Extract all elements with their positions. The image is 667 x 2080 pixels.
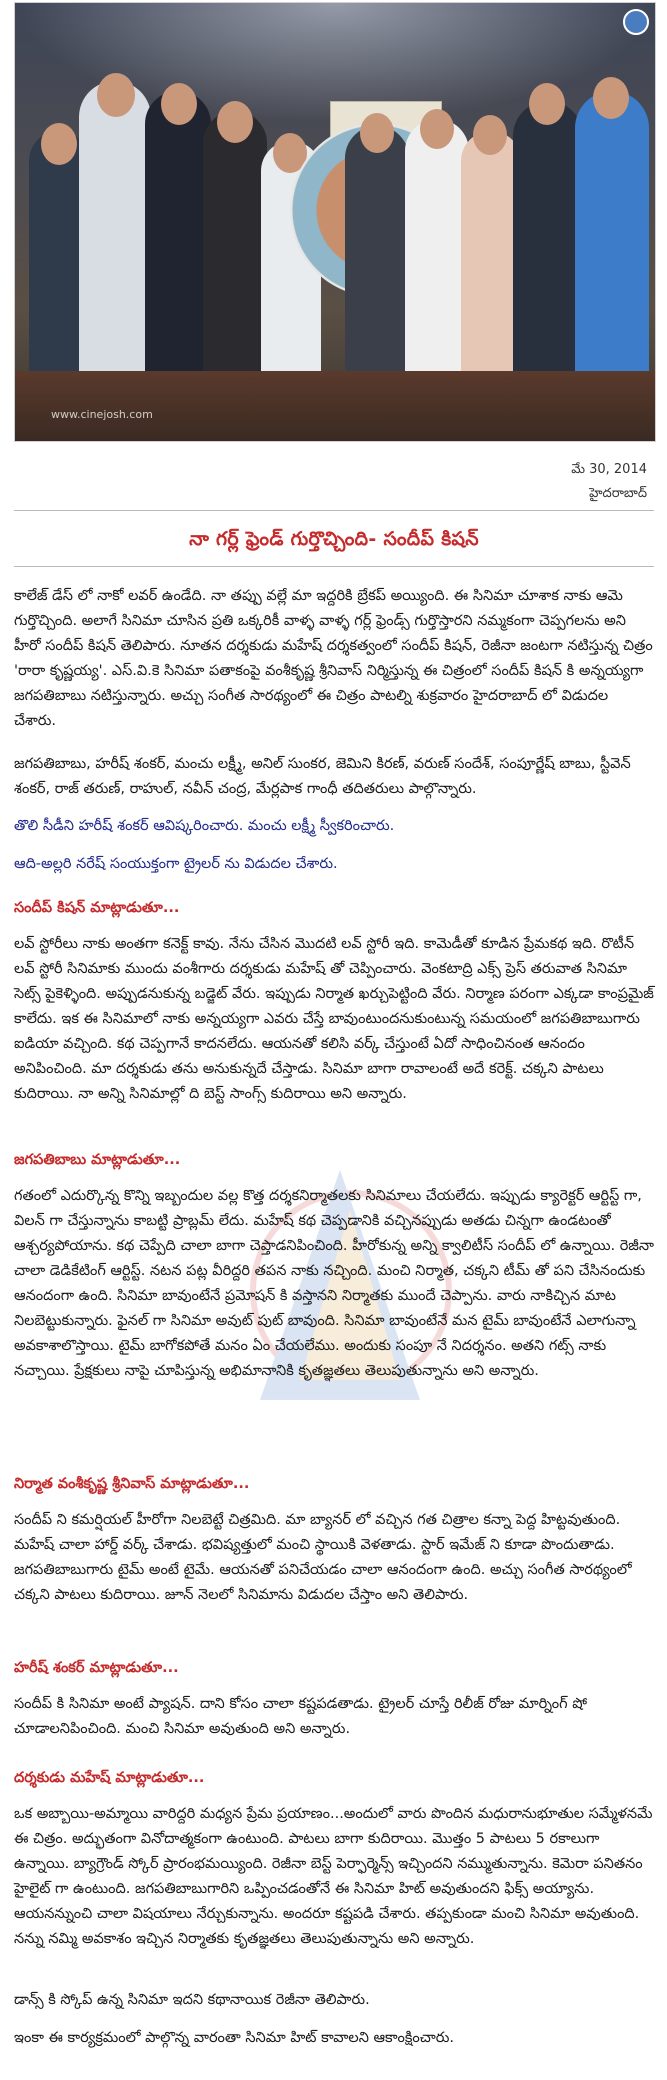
section-heading: హరీష్ శంకర్ మాట్లాడుతూ...	[14, 1660, 179, 1676]
closing-paragraph: డాన్స్ కి స్కోప్ ఉన్న సినిమా ఇదని కథానాయిక రెజీనా తెలిపారు.	[14, 1992, 370, 2008]
person-figure	[79, 81, 151, 381]
article-date: మే 30, 2014	[571, 462, 647, 477]
section-heading: జగపతిబాబు మాట్లాడుతూ...	[14, 1152, 181, 1168]
section-heading: దర్శకుడు మహేష్ మాట్లాడుతూ...	[14, 1770, 205, 1786]
section-text: లవ్ స్టోరీలు నాకు అంతగా కనెక్ట్ కావు. నేను చేసిన మొదటి లవ్ స్టోరీ ఇది. కామెడీతో కూడిన ప్రేమకథ ఇది. రొటీన్ లవ్ స్టోరీ సినిమాకు ముందు వంశీగారు దర్శకుడు మహేష్ తో చెప్పించారు. వెంకటాద్రి ఎక్స్ ప్రెస్ తరువాత సినిమా సెట్స్ పైకెళ్ళింది. అప్పుడనుకున్న బడ్జెట్ వేరు. ఇప్పుడు నిర్మాత ఖర్చుపెట్టింది వేరు. నిర్మాణ పరంగా ఎక్కడా కాంప్రమైజ్ కాలేదు. ఇక ఈ సినిమాలో నాకు అన్నయ్యగా ఎవరు చేస్తే బావుంటుందనుకుంటున్న సమయంలో జగపతిబాబుగారు ఐడియా వచ్చింది. కథ చెప్పగానే కాదనలేదు. ఆయనతో కలిసి వర్క్ చేస్తుంటే ఏదో సాధించినంత ఆనందం అనిపించింది. మా దర్శకుడు తను అనుకున్నదే చేస్తాడు. సినిమా బాగా రావాలంటే అదే కరెక్ట్. చక్కని పాటలు కుదిరాయి. నా అన్ని సినిమాల్లో ది బెస్ట్ సాంగ్స్ కుదిరాయి అని అన్నారు.	[14, 936, 654, 1102]
person-figure	[203, 111, 267, 381]
section-heading: నిర్మాత వంశీకృష్ణ శ్రీనివాస్ మాట్లాడుతూ...	[14, 1476, 250, 1492]
guests-paragraph: జగపతిబాబు, హరీష్ శంకర్, మంచు లక్ష్మీ, అనిల్ సుంకర, జెమిని కిరణ్, వరుణ్ సందేశ్, సంపూర్ణేష్ బాబు, స్టీవెన్ శంకర్, రాజ్ తరుణ్, రాహుల్, నవీన్ చంద్ర, మేర్లపాక గాంధీ తదితరులు పాల్గొన్నారు.	[14, 756, 631, 797]
section-text: సందీప్ కి సినిమా అంటే ప్యాషన్. దాని కోసం చాలా కష్టపడతాడు. ట్రైలర్ చూస్తే రిలీజ్ రోజు మార్నింగ్ షో చూడాలనిపించింది. మంచి సినిమా అవుతుంది అని అన్నారు.	[14, 1696, 587, 1737]
trailer-launch-paragraph: ఆది-అల్లరి నరేష్ సంయుక్తంగా ట్రైలర్ ను విడుదల చేశారు.	[14, 856, 338, 872]
intro-paragraph: కాలేజ్ డేస్ లో నాకో లవర్ ఉండేది. నా తప్పు వల్లే మా ఇద్దరికి బ్రేకప్ అయ్యింది. ఈ సినిమా చూశాక నాకు ఆమె గుర్తొచ్చింది. అలాగే సినిమా చూసిన ప్రతి ఒక్కరికీ వాళ్ళ వాళ్ళ గర్ల్ ఫ్రెండ్స్ గుర్తొస్తారని నమ్మకంగా చెప్పగలను అని హీరో సందీప్ కిషన్ తెలిపారు. నూతన దర్శకుడు మహేష్ దర్శకత్వంలో సందీప్ కిషన్, రెజీనా జంటగా నటిస్తున్న చిత్రం 'రారా కృష్ణయ్య'. ఎస్.వి.కె సినిమా పతాకంపై వంశీకృష్ణ శ్రీనివాస్ నిర్మిస్తున్న ఈ చిత్రంలో సందీప్ కిషన్ కి అన్నయ్యగా జగపతిబాబు నటిస్తున్నారు. అచ్చు సంగీత సారథ్యంలో ఈ చిత్రం పాటల్ని శుక్రవారం హైదరాబాద్ లో విడుదల చేశారు.	[14, 588, 653, 729]
section-heading: సందీప్ కిషన్ మాట్లాడుతూ...	[14, 900, 180, 916]
person-figure	[345, 126, 409, 381]
article-headline: నా గర్ల్ ఫ్రెండ్ గుర్తొచ్చింది- సందీప్ కిషన్	[189, 528, 479, 550]
section-text: గతంలో ఎదుర్కొన్న కొన్ని ఇబ్బందుల వల్ల కొత్త దర్శకనిర్మాతలకు సినిమాలు చేయలేదు. ఇప్పుడు క్యారెక్టర్ ఆర్టిస్ట్ గా, విలన్ గా చేస్తున్నాను కాబట్టి ప్రాబ్లమ్ లేదు. మహేష్ కథ చెప్పడానికి వచ్చినప్పుడు అతడు చిన్నగా ఉండటంతో ఆశ్చర్యపోయాను. కథ చెప్పేది చాలా బాగా చెప్తాడనిపించింది. హీరోకున్న అన్ని క్వాలిటీస్ సందీప్ లో ఉన్నాయి. రెజీనా చాలా డెడికేటింగ్ ఆర్టిస్ట్. నటన పట్ల వీరిద్దరి తపన నాకు నచ్చింది. మంచి నిర్మాత, చక్కని టీమ్ తో పని చేసినందుకు ఆనందంగా ఉంది. సినిమా బావుంటేనే ప్రమోషన్ కి వస్తానని నిర్మాతకు ముందే చెప్పాను. వారు నాకిచ్చిన మాట నిలబెట్టుకున్నారు. ఫైనల్ గా సినిమా అవుట్ పుట్ బావుంది. సినిమా బావుంటేనే మన టైమ్ బావుంటేనే ఎలాగున్నా అవకాశాలొస్తాయి. టైమ్ బాగోకపోతే మనం ఏం చేయలేము. అందుకు సంపూ నే నిదర్శనం. అతని గట్స్ నాకు నచ్చాయి. ప్రేక్షకులు నాపై చూపిస్తున్న అభిమానానికి కృతజ్ఞతలు తెలుపుతున్నాను అని అన్నారు.	[14, 1188, 654, 1379]
person-figure	[575, 91, 649, 381]
divider	[14, 510, 654, 511]
divider	[14, 566, 654, 567]
photo-watermark: www.cinejosh.com	[51, 408, 153, 421]
section-text: ఒక అబ్బాయి-అమ్మాయి వారిద్దరి మధ్యన ప్రేమ ప్రయాణం...అందులో వారు పొందిన మధురానుభూతుల సమ్మేళనమే ఈ చిత్రం. అద్భుతంగా వినోదాత్మకంగా ఉంటుంది. పాటలు బాగా కుదిరాయి. మొత్తం 5 పాటలు 5 రకాలుగా ఉన్నాయి. బ్యాగ్రౌండ్ స్కోర్ ప్రారంభమయ్యింది. రెజీనా బెస్ట్ పెర్ఫార్మెన్స్ ఇచ్చిందని నమ్ముతున్నాను. కెమెరా పనితనం హైలైట్ గా ఉంటుంది. జగపతిబాబుగారిని ఒప్పించడంతోనే ఈ సినిమా హిట్ అవుతుందని ఫిక్స్ అయ్యాను. ఆయనన్నుంచి చాలా విషయాలు నేర్చుకున్నాను. అందరూ కష్టపడి చేశారు. తప్పకుండా మంచి సినిమా అవుతుంది. నన్ను నమ్మి అవకాశం ఇచ్చిన నిర్మాతకు కృతజ్ఞతలు తెలుపుతున్నాను అని అన్నారు.	[14, 1806, 653, 1947]
closing-paragraph: ఇంకా ఈ కార్యక్రమంలో పాల్గొన్న వారంతా సినిమా హిట్ కావాలని ఆకాంక్షించారు.	[14, 2030, 454, 2046]
section-text: సందీప్ ని కమర్షియల్ హీరోగా నిలబెట్టే చిత్రమిది. మా బ్యానర్ లో వచ్చిన గత చిత్రాల కన్నా పెద్ద హిట్టవుతుంది. మహేష్ చాలా హార్డ్ వర్క్ చేశాడు. భవిష్యత్తులో మంచి స్థాయికి వెళతాడు. స్టార్ ఇమేజ్ ని కూడా పొందుతాడు. జగపతిబాబుగారు టైమ్ అంటే టైమే. ఆయనతో పనిచేయడం చాలా ఆనందంగా ఉంది. అచ్చు సంగీత సారథ్యంలో చక్కని పాటలు కుదిరాయి. జూన్ నెలలో సినిమాను విడుదల చేస్తాం అని తెలిపారు.	[14, 1512, 632, 1603]
cd-launch-paragraph: తొలి సీడీని హరీష్ శంకర్ ఆవిష్కరించారు. మంచు లక్ష్మీ స్వీకరించారు.	[14, 818, 395, 834]
person-figure	[145, 91, 211, 381]
person-figure	[461, 131, 521, 381]
article-place: హైదరాబాద్	[589, 486, 647, 501]
site-logo-icon	[623, 9, 649, 35]
event-photo	[14, 2, 656, 442]
person-figure	[513, 101, 583, 381]
person-figure	[405, 119, 469, 381]
